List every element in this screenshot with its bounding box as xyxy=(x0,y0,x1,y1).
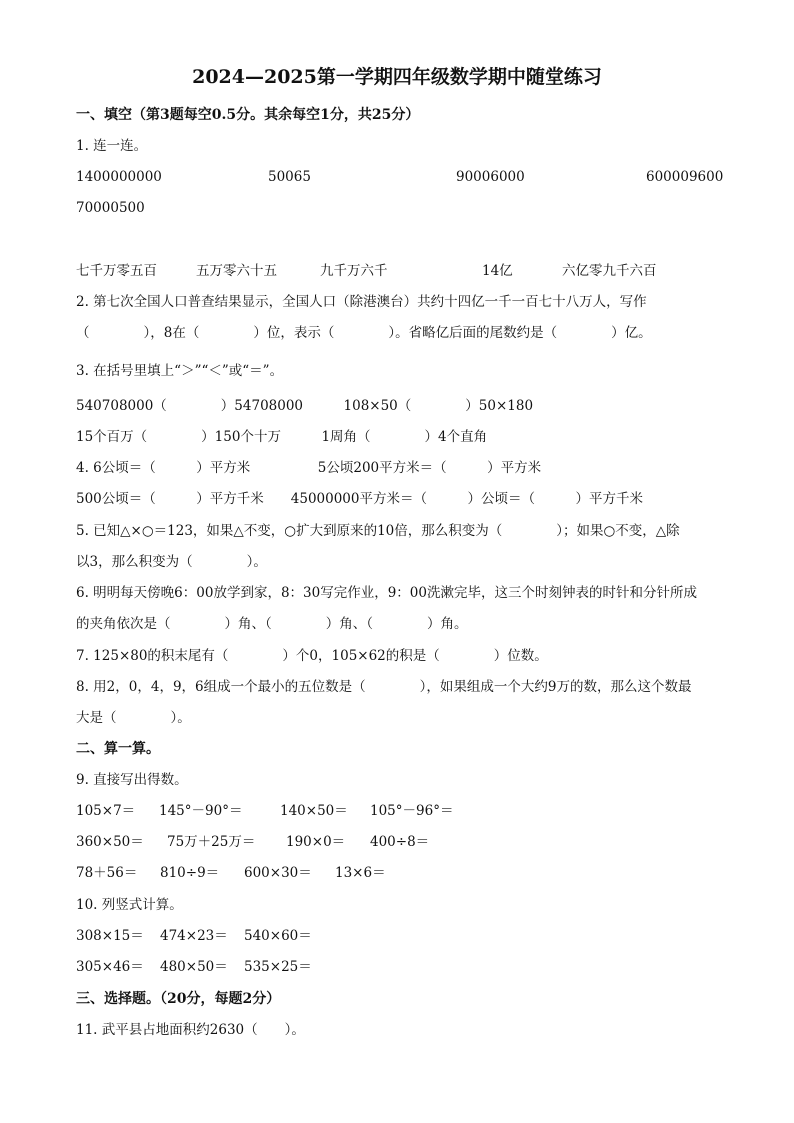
match-word-4: 14亿 xyxy=(482,263,513,279)
section-heading-fill-in: 一、填空（第3题每空0.5分。其余每空1分，共25分） xyxy=(76,107,420,123)
match-number-1: 1400000000 xyxy=(76,169,162,185)
oral-calc-item: 78＋56＝ xyxy=(76,865,138,881)
vertical-calc-item: 535×25＝ xyxy=(244,959,312,975)
oral-calc-item: 75万＋25万＝ xyxy=(167,834,256,850)
section-heading-calculate: 二、算一算。 xyxy=(76,741,160,757)
question-7: 7. 125×80的积末尾有（ ）个0，105×62的积是（ ）位数。 xyxy=(76,648,548,664)
vertical-calc-item: 480×50＝ xyxy=(160,959,228,975)
match-word-3: 九千万六千 xyxy=(320,263,388,279)
oral-calc-item: 190×0＝ xyxy=(286,834,346,850)
question-5-line-1: 5. 已知△×○＝123，如果△不变，○扩大到原来的10倍，那么积变为（ ）；如果○不变，△除 xyxy=(76,523,680,539)
page-title: 2024—2025第一学期四年级数学期中随堂练习 xyxy=(192,66,602,88)
question-11: 11. 武平县占地面积约2630（ ）。 xyxy=(76,1022,305,1038)
match-number-5: 70000500 xyxy=(76,200,145,216)
question-3-row-1: 540708000（ ）54708000 108×50（ ）50×180 xyxy=(76,398,534,414)
vertical-calc-item: 474×23＝ xyxy=(160,928,228,944)
question-2-line-1: 2. 第七次全国人口普查结果显示，全国人口（除港澳台）共约十四亿一千一百七十八万人，写作 xyxy=(76,294,647,310)
question-4-row-1: 4. 6公顷＝（ ）平方米 5公顷200平方米＝（ ）平方米 xyxy=(76,460,542,476)
oral-calc-item: 400÷8＝ xyxy=(370,834,430,850)
match-word-2: 五万零六十五 xyxy=(196,263,277,279)
question-8-line-1: 8. 用2，0，4，9，6组成一个最小的五位数是（ ），如果组成一个大约9万的数，那么这个数最 xyxy=(76,679,692,695)
oral-calc-item: 360×50＝ xyxy=(76,834,144,850)
question-4-row-2: 500公顷＝（ ）平方千米 45000000平方米＝（ ）公顷＝（ ）平方千米 xyxy=(76,491,643,507)
question-9-label: 9. 直接写出得数。 xyxy=(76,772,188,788)
vertical-calc-item: 308×15＝ xyxy=(76,928,144,944)
question-6-line-1: 6. 明明每天傍晚6：00放学到家，8：30写完作业，9：00洗漱完毕，这三个时刻钟表的时针和分针所成 xyxy=(76,585,697,601)
oral-calc-item: 600×30＝ xyxy=(244,865,312,881)
match-word-5: 六亿零九千六百 xyxy=(562,263,657,279)
oral-calc-item: 140×50＝ xyxy=(280,803,348,819)
section-heading-multiple-choice: 三、选择题。（20分，每题2分） xyxy=(76,991,281,1007)
question-5-line-2: 以3，那么积变为（ ）。 xyxy=(76,554,267,570)
oral-calc-item: 145°－90°＝ xyxy=(159,803,243,819)
oral-calc-item: 105×7＝ xyxy=(76,803,136,819)
question-6-line-2: 的夹角依次是（ ）角、（ ）角、（ ）角。 xyxy=(76,616,468,632)
match-word-1: 七千万零五百 xyxy=(76,263,157,279)
question-1-label: 1. 连一连。 xyxy=(76,138,148,154)
question-3-label: 3. 在括号里填上“＞”“＜”或“＝”。 xyxy=(76,363,284,379)
match-number-4: 600009600 xyxy=(646,169,724,185)
match-number-3: 90006000 xyxy=(456,169,525,185)
vertical-calc-item: 540×60＝ xyxy=(244,928,312,944)
question-2-line-2: （ ），8在（ ）位，表示（ ）。省略亿后面的尾数约是（ ）亿。 xyxy=(76,325,652,341)
match-number-2: 50065 xyxy=(268,169,311,185)
oral-calc-item: 13×6＝ xyxy=(335,865,386,881)
oral-calc-item: 105°－96°＝ xyxy=(370,803,454,819)
question-10-label: 10. 列竖式计算。 xyxy=(76,897,183,913)
question-8-line-2: 大是（ ）。 xyxy=(76,710,191,726)
oral-calc-item: 810÷9＝ xyxy=(160,865,220,881)
vertical-calc-item: 305×46＝ xyxy=(76,959,144,975)
question-3-row-2: 15个百万（ ）150个十万 1周角（ ）4个直角 xyxy=(76,429,488,445)
